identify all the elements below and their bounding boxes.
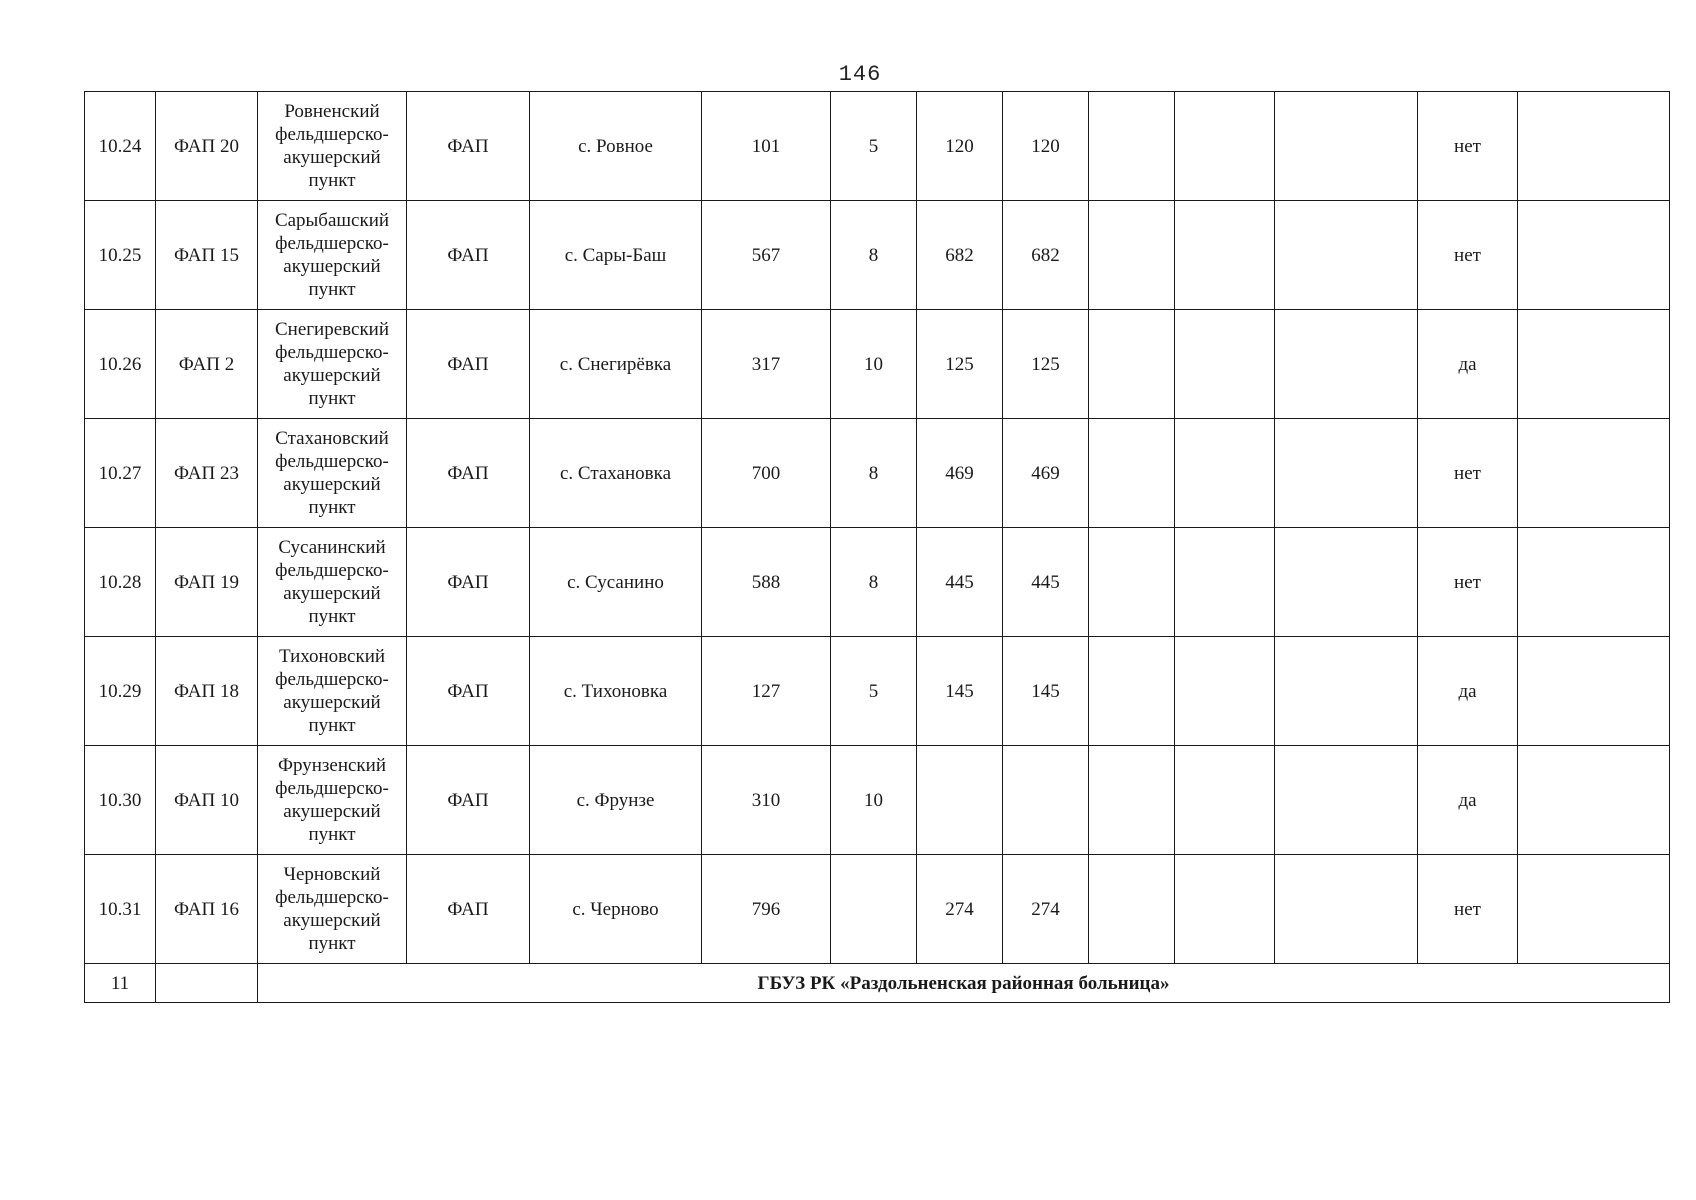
- value-4-cell: 274: [1003, 855, 1089, 964]
- value-7-cell: [1275, 855, 1418, 964]
- value-5-cell: [1089, 419, 1175, 528]
- value-6-cell: [1175, 855, 1275, 964]
- facility-code-cell: ФАП 15: [156, 201, 258, 310]
- facility-type-cell: ФАП: [407, 637, 530, 746]
- flag-cell: нет: [1418, 201, 1518, 310]
- facilities-table: [84, 91, 1670, 1003]
- table-row: [85, 419, 1670, 528]
- locality-cell: с. Сусанино: [530, 528, 702, 637]
- value-1-cell: 310: [702, 746, 831, 855]
- value-6-cell: [1175, 637, 1275, 746]
- value-5-cell: [1089, 746, 1175, 855]
- value-8-cell: [1518, 201, 1670, 310]
- value-8-cell: [1518, 855, 1670, 964]
- value-7-cell: [1275, 637, 1418, 746]
- value-4-cell: 469: [1003, 419, 1089, 528]
- value-5-cell: [1089, 528, 1175, 637]
- value-5-cell: [1089, 637, 1175, 746]
- value-8-cell: [1518, 637, 1670, 746]
- table-row: [85, 310, 1670, 419]
- locality-cell: с. Ровное: [530, 92, 702, 201]
- facility-code-cell: ФАП 20: [156, 92, 258, 201]
- facility-code-cell: ФАП 16: [156, 855, 258, 964]
- facility-type-cell: ФАП: [407, 310, 530, 419]
- facility-name-cell: Тихоновский фельдшерско-акушерский пункт: [258, 637, 407, 746]
- value-2-cell: 10: [831, 746, 917, 855]
- facility-name-cell: Ровненский фельдшерско-акушерский пункт: [258, 92, 407, 201]
- value-5-cell: [1089, 201, 1175, 310]
- value-2-cell: [831, 855, 917, 964]
- facility-type-cell: ФАП: [407, 419, 530, 528]
- row-number-cell: 10.30: [85, 746, 156, 855]
- table-row: [85, 92, 1670, 201]
- locality-cell: с. Тихоновка: [530, 637, 702, 746]
- flag-cell: нет: [1418, 92, 1518, 201]
- table-row: [85, 637, 1670, 746]
- row-number-cell: 10.28: [85, 528, 156, 637]
- flag-cell: да: [1418, 746, 1518, 855]
- flag-cell: нет: [1418, 855, 1518, 964]
- value-5-cell: [1089, 92, 1175, 201]
- value-1-cell: 317: [702, 310, 831, 419]
- value-7-cell: [1275, 92, 1418, 201]
- section-number-cell: 11: [85, 964, 156, 1003]
- locality-cell: с. Фрунзе: [530, 746, 702, 855]
- value-7-cell: [1275, 419, 1418, 528]
- facility-code-cell: ФАП 18: [156, 637, 258, 746]
- value-7-cell: [1275, 528, 1418, 637]
- locality-cell: с. Снегирёвка: [530, 310, 702, 419]
- value-8-cell: [1518, 746, 1670, 855]
- value-2-cell: 10: [831, 310, 917, 419]
- facility-name-cell: Черновский фельдшерско-акушерский пункт: [258, 855, 407, 964]
- facility-code-cell: ФАП 10: [156, 746, 258, 855]
- value-8-cell: [1518, 92, 1670, 201]
- value-2-cell: 5: [831, 637, 917, 746]
- value-4-cell: 125: [1003, 310, 1089, 419]
- value-3-cell: 445: [917, 528, 1003, 637]
- row-number-cell: 10.25: [85, 201, 156, 310]
- facility-type-cell: ФАП: [407, 746, 530, 855]
- value-5-cell: [1089, 310, 1175, 419]
- value-2-cell: 5: [831, 92, 917, 201]
- value-3-cell: 274: [917, 855, 1003, 964]
- table-body: [85, 92, 1670, 1003]
- facility-code-cell: ФАП 19: [156, 528, 258, 637]
- value-6-cell: [1175, 92, 1275, 201]
- row-number-cell: 10.26: [85, 310, 156, 419]
- value-4-cell: [1003, 746, 1089, 855]
- row-number-cell: 10.27: [85, 419, 156, 528]
- locality-cell: с. Сары-Баш: [530, 201, 702, 310]
- flag-cell: нет: [1418, 419, 1518, 528]
- facility-type-cell: ФАП: [407, 92, 530, 201]
- locality-cell: с. Стахановка: [530, 419, 702, 528]
- value-8-cell: [1518, 528, 1670, 637]
- value-2-cell: 8: [831, 201, 917, 310]
- value-1-cell: 700: [702, 419, 831, 528]
- value-6-cell: [1175, 310, 1275, 419]
- value-3-cell: 682: [917, 201, 1003, 310]
- facility-name-cell: Стахановский фельдшерско-акушерский пункт: [258, 419, 407, 528]
- value-5-cell: [1089, 855, 1175, 964]
- table-row: [85, 201, 1670, 310]
- row-number-cell: 10.24: [85, 92, 156, 201]
- facility-name-cell: Фрунзенский фельдшерско-акушерский пункт: [258, 746, 407, 855]
- value-6-cell: [1175, 528, 1275, 637]
- facility-type-cell: ФАП: [407, 528, 530, 637]
- value-3-cell: 469: [917, 419, 1003, 528]
- facility-name-cell: Снегиревский фельдшерско-акушерский пункт: [258, 310, 407, 419]
- table-row: [85, 855, 1670, 964]
- value-3-cell: 125: [917, 310, 1003, 419]
- locality-cell: с. Черново: [530, 855, 702, 964]
- value-4-cell: 145: [1003, 637, 1089, 746]
- table-row: [85, 746, 1670, 855]
- value-3-cell: 120: [917, 92, 1003, 201]
- value-2-cell: 8: [831, 528, 917, 637]
- value-3-cell: 145: [917, 637, 1003, 746]
- value-6-cell: [1175, 201, 1275, 310]
- value-2-cell: 8: [831, 419, 917, 528]
- value-7-cell: [1275, 201, 1418, 310]
- flag-cell: нет: [1418, 528, 1518, 637]
- value-4-cell: 120: [1003, 92, 1089, 201]
- facility-name-cell: Сарыбашский фельдшерско-акушерский пункт: [258, 201, 407, 310]
- value-6-cell: [1175, 419, 1275, 528]
- facility-name-cell: Сусанинский фельдшерско-акушерский пункт: [258, 528, 407, 637]
- value-1-cell: 127: [702, 637, 831, 746]
- facility-type-cell: ФАП: [407, 201, 530, 310]
- value-7-cell: [1275, 746, 1418, 855]
- facility-code-cell: ФАП 23: [156, 419, 258, 528]
- section-title: ГБУЗ РК «Раздольненская районная больница»: [258, 964, 1670, 1003]
- table-row: [85, 528, 1670, 637]
- section-code-cell: [156, 964, 258, 1003]
- value-7-cell: [1275, 310, 1418, 419]
- page-number: 146: [838, 62, 882, 87]
- facility-type-cell: ФАП: [407, 855, 530, 964]
- value-4-cell: 445: [1003, 528, 1089, 637]
- value-1-cell: 567: [702, 201, 831, 310]
- flag-cell: да: [1418, 310, 1518, 419]
- value-1-cell: 588: [702, 528, 831, 637]
- facility-code-cell: ФАП 2: [156, 310, 258, 419]
- value-8-cell: [1518, 310, 1670, 419]
- section-row: [85, 964, 1670, 1003]
- row-number-cell: 10.31: [85, 855, 156, 964]
- value-1-cell: 101: [702, 92, 831, 201]
- flag-cell: да: [1418, 637, 1518, 746]
- value-3-cell: [917, 746, 1003, 855]
- value-6-cell: [1175, 746, 1275, 855]
- value-4-cell: 682: [1003, 201, 1089, 310]
- value-1-cell: 796: [702, 855, 831, 964]
- row-number-cell: 10.29: [85, 637, 156, 746]
- value-8-cell: [1518, 419, 1670, 528]
